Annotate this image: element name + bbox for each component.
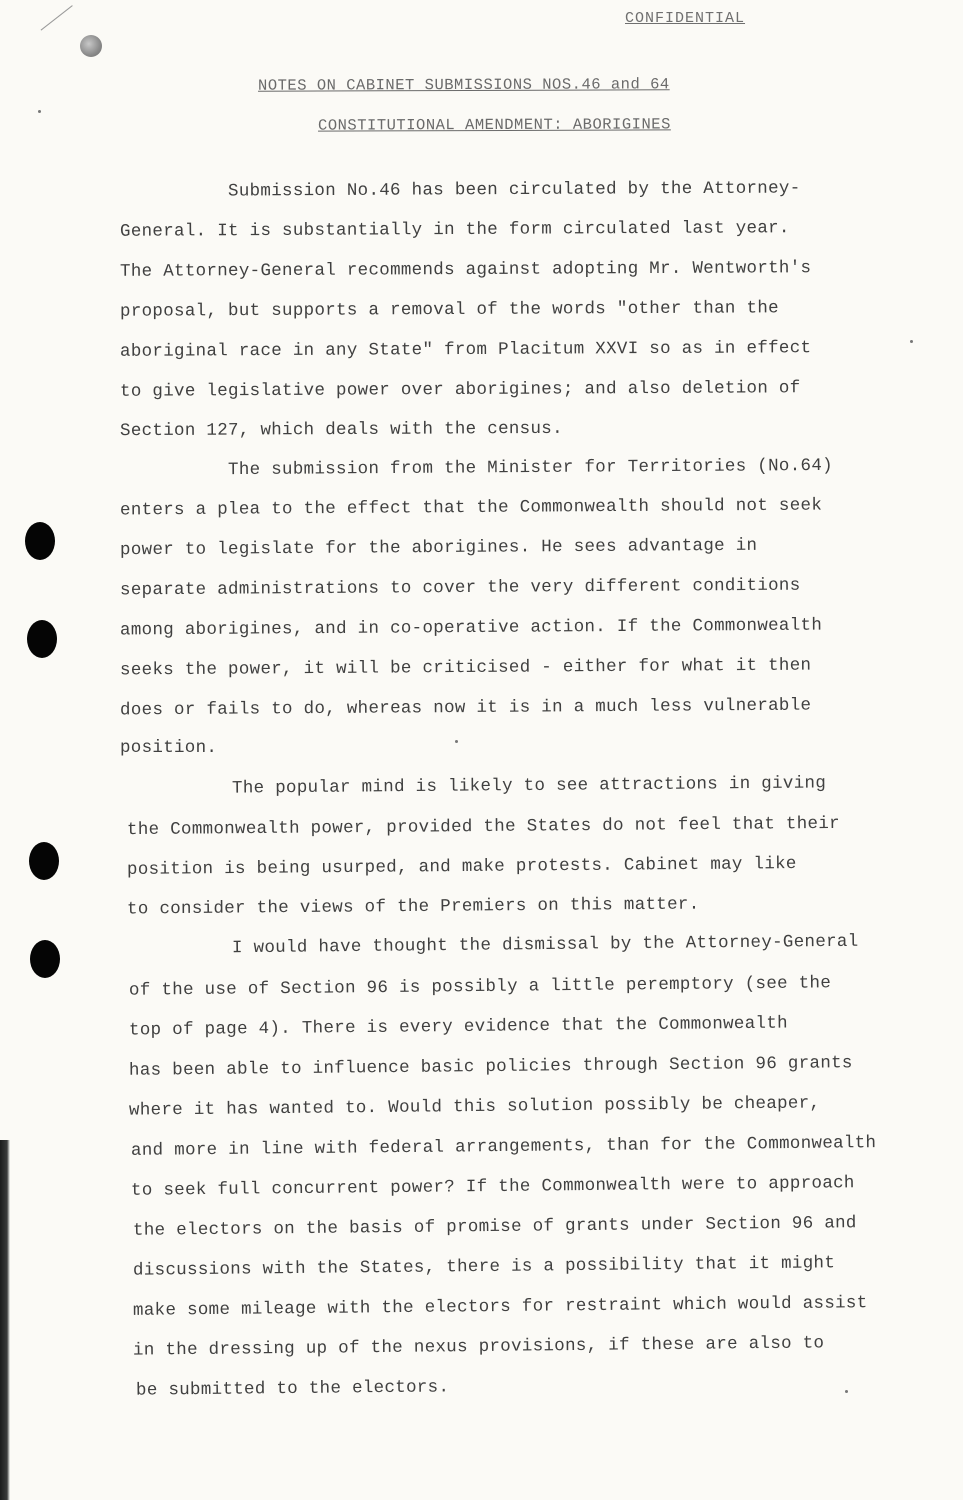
body-line-31: be submitted to the electors. <box>135 1377 450 1401</box>
body-line-27: the electors on the basis of promise of grants under Section 96 and <box>132 1213 857 1241</box>
punch-hole <box>30 940 60 978</box>
body-line-18: position is being usurped, and make protests. Cabinet may like <box>126 854 797 880</box>
body-line-30: in the dressing up of the nexus provisions, if these are also to <box>132 1333 825 1361</box>
body-line-19: to consider the views of the Premiers on this matter. <box>126 894 700 920</box>
punch-hole <box>25 522 55 560</box>
body-line-2: General. It is substantially in the form circulated last year. <box>119 218 790 242</box>
body-line-25: and more in line with federal arrangements, than for the Commonwealth <box>130 1133 877 1161</box>
body-line-9: enters a plea to the effect that the Commonwealth should not seek <box>119 495 823 521</box>
document-title: NOTES ON CABINET SUBMISSIONS NOS.46 and 64 <box>257 75 670 95</box>
body-line-17: the Commonwealth power, provided the States do not feel that their <box>126 813 840 841</box>
body-line-28: discussions with the States, there is a possibility that it might <box>132 1253 836 1281</box>
body-line-7: Section 127, which deals with the census. <box>119 418 563 442</box>
body-line-23: has been able to influence basic policies through Section 96 grants <box>128 1053 853 1081</box>
corner-pencil-line <box>41 5 73 30</box>
paper-speck <box>38 110 41 113</box>
classification-marking: CONFIDENTIAL <box>625 10 746 27</box>
body-line-11: separate administrations to cover the very different conditions <box>119 575 801 601</box>
paper-speck <box>455 740 458 743</box>
body-line-24: where it has wanted to. Would this solution possibly be cheaper, <box>128 1093 821 1121</box>
body-line-1: Submission No.46 has been circulated by the Attorney- <box>227 178 801 202</box>
body-line-4: proposal, but supports a removal of the words "other than the <box>119 298 779 322</box>
body-line-26: to seek full concurrent power? If the Commonwealth were to approach <box>130 1173 855 1201</box>
body-line-12: among aborigines, and in co-operative action. If the Commonwealth <box>119 615 823 641</box>
staple-mark <box>80 35 102 57</box>
body-line-21: of the use of Section 96 is possibly a little peremptory (see the <box>128 973 832 1001</box>
body-line-6: to give legislative power over aborigines; and also deletion of <box>119 378 801 402</box>
body-line-14: does or fails to do, whereas now it is in a much less vulnerable <box>119 695 812 721</box>
body-line-22: top of page 4). There is every evidence that the Commonwealth <box>128 1013 788 1041</box>
document-subtitle: CONSTITUTIONAL AMENDMENT: ABORIGINES <box>317 115 671 135</box>
body-line-29: make some mileage with the electors for restraint which would assist <box>132 1293 868 1321</box>
body-line-5: aboriginal race in any State" from Placitum XXVI so as in effect <box>119 338 812 362</box>
body-line-13: seeks the power, it will be criticised - either for what it then <box>119 655 812 681</box>
body-line-15: position. <box>120 738 218 758</box>
body-line-3: The Attorney-General recommends against adopting Mr. Wentworth's <box>119 258 812 282</box>
body-line-10: power to legislate for the aborigines. He sees advantage in <box>119 535 758 561</box>
body-line-20: I would have thought the dismissal by the Attorney-General <box>231 931 859 959</box>
body-line-8: The submission from the Minister for Territories (No.64) <box>227 455 833 481</box>
punch-hole <box>27 620 57 658</box>
punch-hole <box>29 842 59 880</box>
body-line-16: The popular mind is likely to see attractions in giving <box>231 773 827 799</box>
paper-speck <box>910 340 913 343</box>
page-edge-shadow <box>0 1140 10 1500</box>
paper-speck <box>845 1390 848 1393</box>
